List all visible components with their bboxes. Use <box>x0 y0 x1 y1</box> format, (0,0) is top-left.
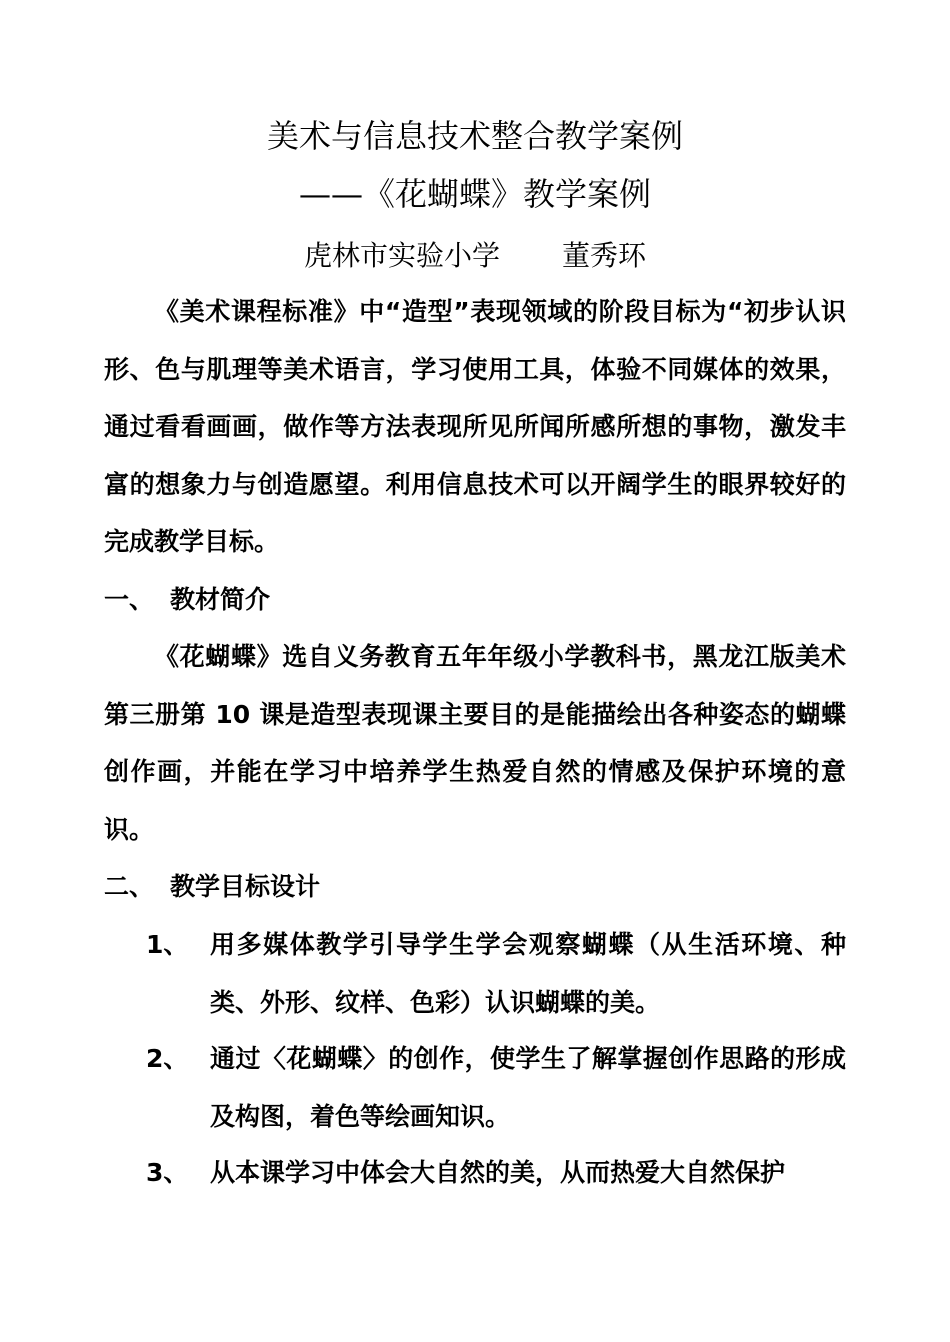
section-heading-1 <box>104 571 270 628</box>
document-title: 美术与信息技术整合教学案例 <box>266 117 683 155</box>
section-number: 二、 <box>104 872 155 901</box>
section-heading-2 <box>104 858 320 915</box>
list-item-number: 3、 <box>146 1158 189 1187</box>
author-school: 虎林市实验小学 <box>303 239 500 272</box>
list-item-text: 通过〈花蝴蝶〉的创作，使学生了解掌握创作思路的形成及构图，着色等绘画知识。 <box>210 1044 846 1131</box>
section-1-paragraph: 《花蝴蝶》选自义务教育五年年级小学教科书，黑龙江版美术第三册第 10 课是造型表现课主要目的是能描绘出各种姿态的蝴蝶创作画，并能在学习中培养学生热爱自然的情感及保护环境的意识。 <box>104 642 846 844</box>
section-title: 教材简介 <box>170 585 271 614</box>
document-subtitle: ——《花蝴蝶》教学案例 <box>298 175 651 213</box>
section-title: 教学目标设计 <box>170 872 321 901</box>
list-item-text: 从本课学习中体会大自然的美，从而热爱大自然保护 <box>210 1158 786 1187</box>
author-name: 董秀环 <box>562 239 647 272</box>
intro-paragraph: 《美术课程标准》中“造型”表现领域的阶段目标为“初步认识形、色与肌理等美术语言，学习使用工具，体验不同媒体的效果，通过看看画画，做作等方法表现所见所闻所感所想的事物，激发丰富的想象力与创造愿望。利用信息技术可以开阔学生的眼界较好的完成教学目标。 <box>104 297 846 556</box>
list-item-number: 1、 <box>146 930 189 959</box>
list-item-text: 用多媒体教学引导学生学会观察蝴蝶（从生活环境、种类、外形、纹样、色彩）认识蝴蝶的美。 <box>210 930 846 1017</box>
list-item-number: 2、 <box>146 1044 189 1073</box>
section-number: 一、 <box>104 585 155 614</box>
author-line <box>0 236 950 276</box>
